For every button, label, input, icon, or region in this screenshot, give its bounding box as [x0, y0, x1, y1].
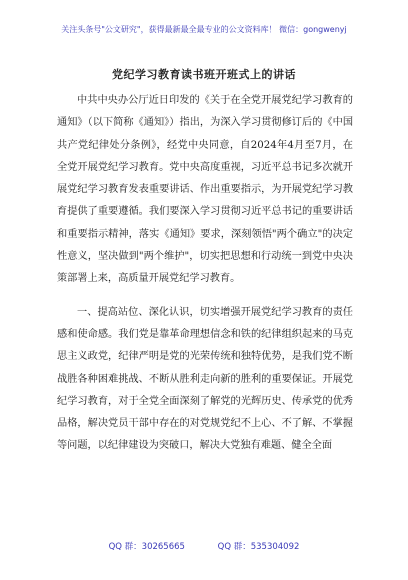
- footer-qq-group-1: QQ 群：30265665: [108, 542, 185, 552]
- footer-contact: [0, 540, 408, 552]
- document-body: [57, 90, 353, 458]
- paragraph-section-one: 一、提高站位、深化认识，切实增强开展党纪学习教育的责任感和使命感。我们党是靠革命理想信念和铁的纪律组织起来的马克思主义政党，纪律严明是党的光荣传统和独特优势，是我们党不断战胜各种困难挑战、不断从胜利走向新的胜利的重要保证。开展党纪学习教育，对于全党全面深刻了解党的光辉历史、传承党的优秀品格，解决党员干部中存在的对党规党纪不上心、不了解、不掌握等问题，以纪律建设为突破口，解决大党独有难题、健全全面: [57, 306, 353, 452]
- paragraph-spacer: [57, 291, 353, 302]
- header-banner: 关注头条号"公文研究"，获得最新最全最专业的公文资料库！ 微信：gongwenyj: [61, 25, 347, 34]
- document-title: 党纪学习教育读书班开班式上的讲话: [112, 68, 296, 81]
- footer-qq-group-2: QQ 群：535304092: [217, 542, 300, 552]
- paragraph-intro: 中共中央办公厅近日印发的《关于在全党开展党纪学习教育的通知》（以下简称《通知》）指出，为深入学习贯彻修订后的《中国共产党纪律处分条例》，经党中央同意，自2024年4月至7月，在全党开展党纪学习教育。党中央高度重视，习近平总书记多次就开展党纪学习教育发表重要讲话、作出重要指示，为开展党纪学习教育提供了重要遵循。我们要深入学习贯彻习近平总书记的重要讲话和重要指示精神，落实《通知》要求，深刻领悟"两个确立"的决定性意义，坚决做到"两个维护"，切实把思想和行动统一到党中央决策部署上来，高质量开展党纪学习教育。: [57, 95, 353, 285]
